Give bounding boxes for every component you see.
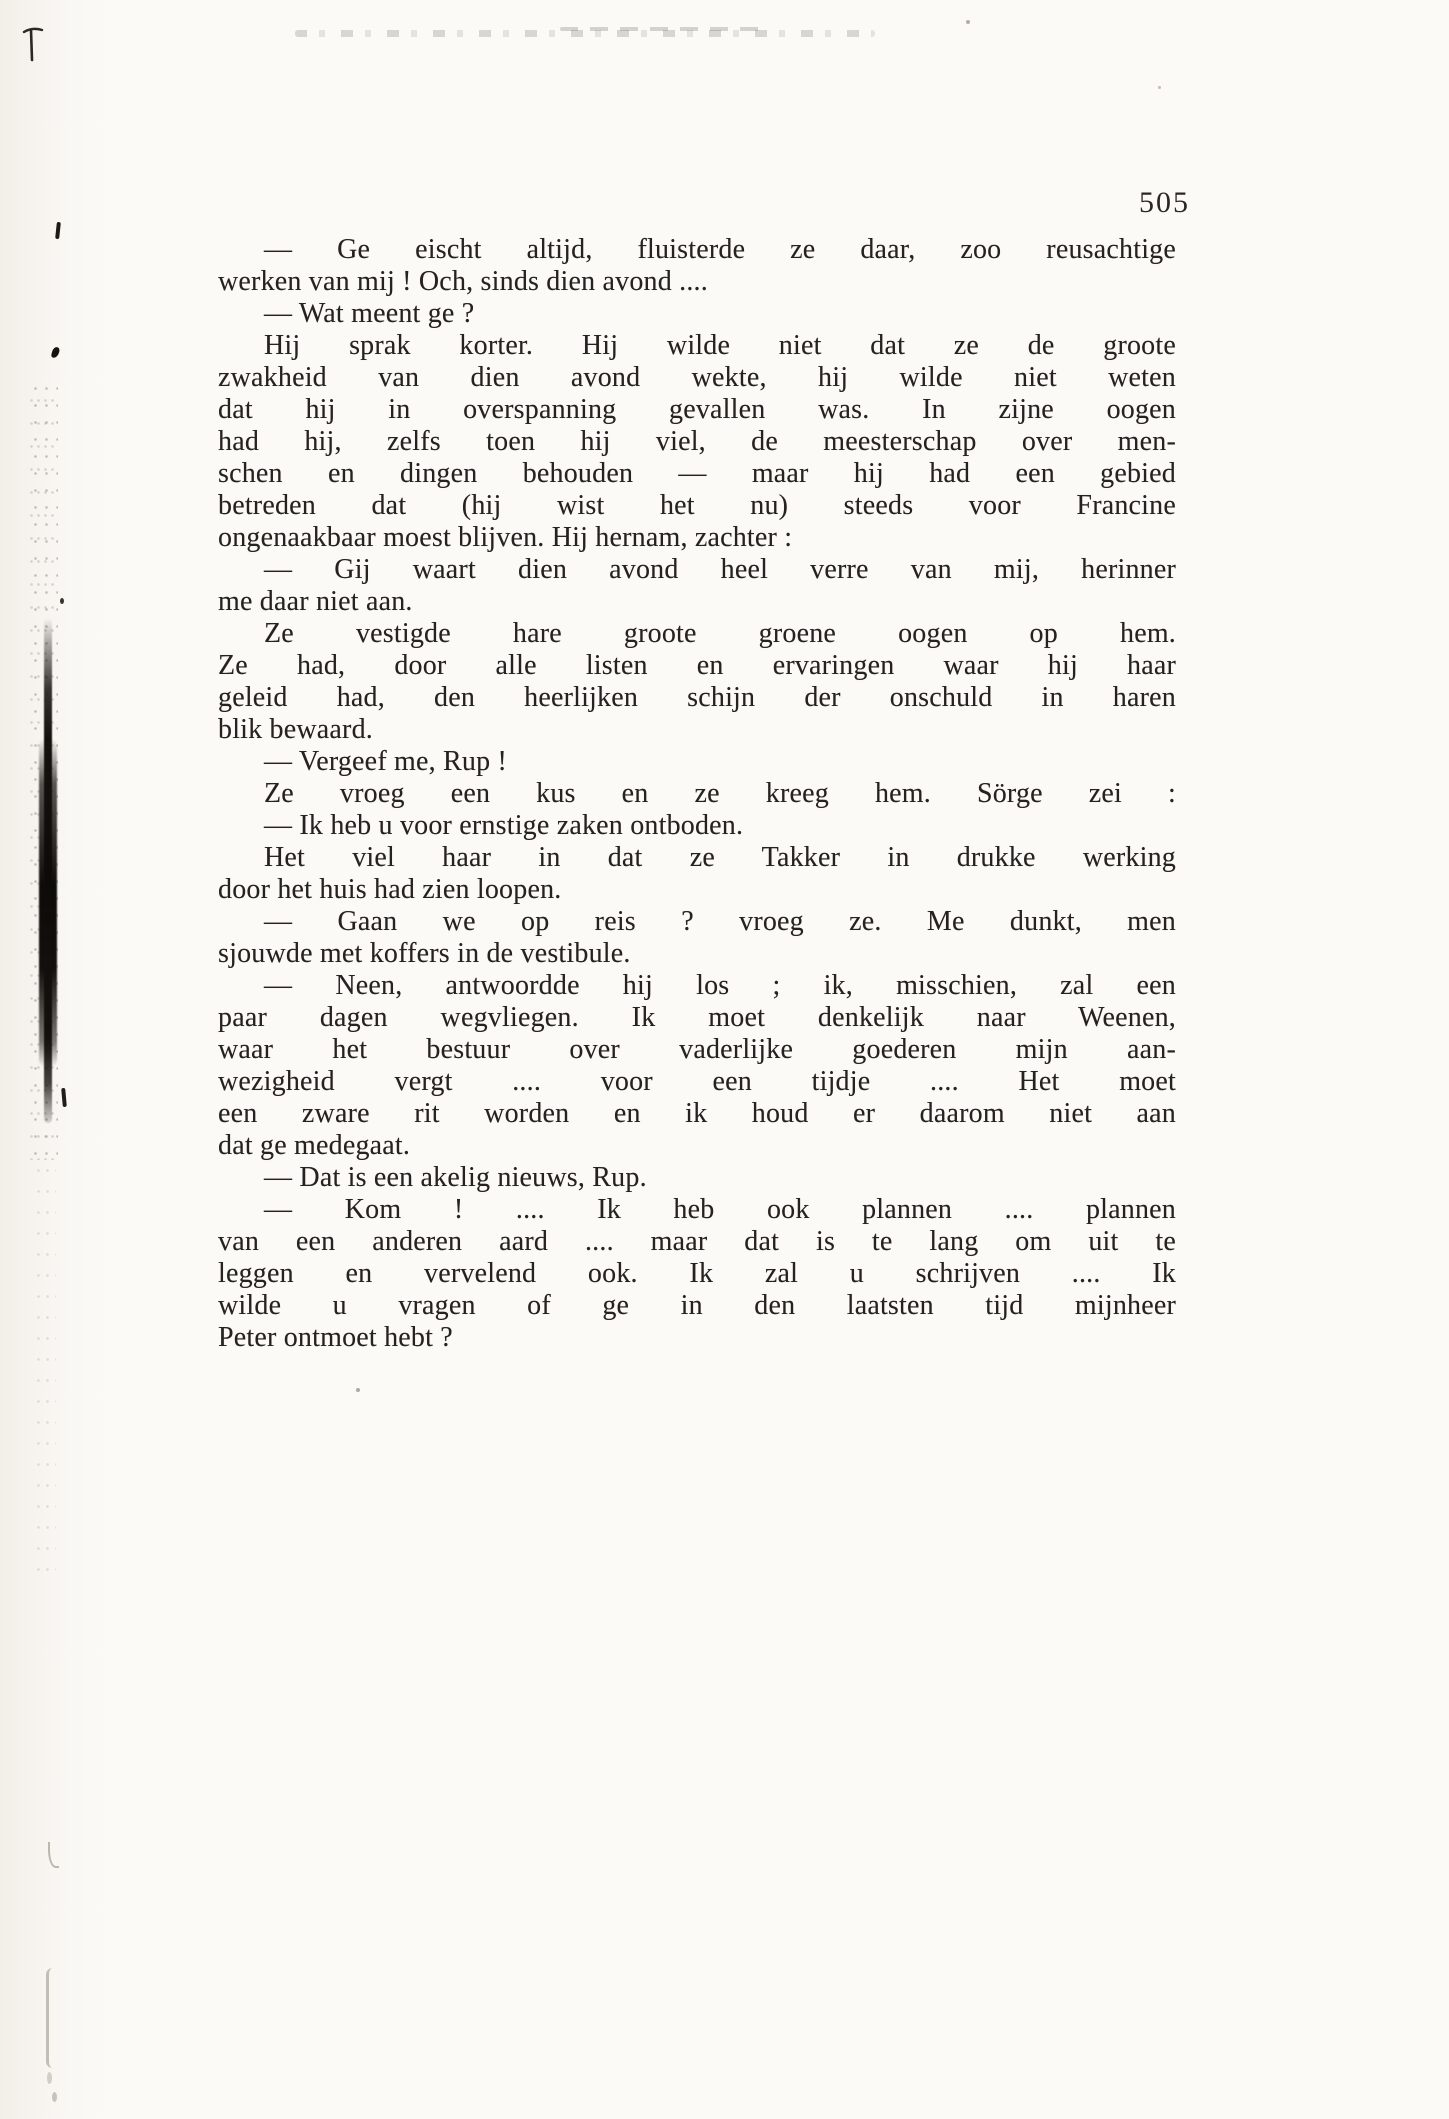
scan-artifact-margin-speckles xyxy=(28,380,58,1160)
text-line: door het huis had zien loopen. xyxy=(218,874,562,905)
scan-artifact-faint-mark xyxy=(46,1968,59,2068)
text-line: — Neen, antwoordde hij los ; ik, misschien, zal een xyxy=(264,970,1176,1001)
scan-artifact-top-smudge-2 xyxy=(560,27,770,31)
text-line: leggen en vervelend ook. Ik zal u schrijven .... Ik xyxy=(218,1258,1176,1289)
text-line: me daar niet aan. xyxy=(218,586,413,617)
text-line: blik bewaard. xyxy=(218,714,373,745)
text-line: — Ik heb u voor ernstige zaken ontboden. xyxy=(264,810,744,841)
text-line: Peter ontmoet hebt ? xyxy=(218,1322,453,1353)
text-line: werken van mij ! Och, sinds dien avond .... xyxy=(218,266,708,297)
text-line: Ze vroeg een kus en ze kreeg hem. Sörge zei : xyxy=(264,778,1176,809)
corner-mark-glyph xyxy=(22,26,56,66)
text-line: — Wat meent ge ? xyxy=(264,298,475,329)
text-line: betreden dat (hij wist het nu) steeds voor Francine xyxy=(218,490,1176,521)
text-line: — Dat is een akelig nieuws, Rup. xyxy=(264,1162,647,1193)
scan-artifact-dot xyxy=(966,20,970,24)
text-line: van een anderen aard .... maar dat is te lang om uit te xyxy=(218,1226,1176,1257)
text-line: geleid had, den heerlijken schijn der onschuld in haren xyxy=(218,682,1176,713)
scan-artifact-faint-mark xyxy=(52,2092,57,2102)
text-line: Ze vestigde hare groote groene oogen op hem. xyxy=(264,618,1176,649)
text-line: paar dagen wegvliegen. Ik moet denkelijk naar Weenen, xyxy=(218,1002,1176,1033)
text-line: wilde u vragen of ge in den laatsten tijd mijnheer xyxy=(218,1290,1176,1321)
text-line: — Vergeef me, Rup ! xyxy=(264,746,508,777)
text-line: — Kom ! .... Ik heb ook plannen .... plannen xyxy=(264,1194,1176,1225)
text-line: Hij sprak korter. Hij wilde niet dat ze de groote xyxy=(264,330,1176,361)
scan-artifact-ink-streak xyxy=(36,618,62,1123)
text-line: — Gij waart dien avond heel verre van mij, herinner xyxy=(264,554,1176,585)
text-line: had hij, zelfs toen hij viel, de meesterschap over men- xyxy=(218,426,1176,457)
text-line: dat ge medegaat. xyxy=(218,1130,411,1161)
text-line: — Ge eischt altijd, fluisterde ze daar, zoo reusachtige xyxy=(264,234,1176,265)
text-line: schen en dingen behouden — maar hij had een gebied xyxy=(218,458,1176,489)
text-line: waar het bestuur over vaderlijke goederen mijn aan- xyxy=(218,1034,1176,1065)
scan-artifact-mark xyxy=(61,1088,67,1107)
page-text xyxy=(218,234,1176,1354)
scan-artifact-mark xyxy=(51,346,60,358)
text-line: een zware rit worden en ik houd er daarom niet aan xyxy=(218,1098,1176,1129)
text-line: dat hij in overspanning gevallen was. In zijne oogen xyxy=(218,394,1176,425)
text-line: sjouwde met koffers in de vestibule. xyxy=(218,938,631,969)
scan-artifact-corner-mark xyxy=(22,26,56,66)
scan-artifact-mark xyxy=(55,222,61,239)
page-number: 505 xyxy=(1139,186,1190,219)
text-line: — Gaan we op reis ? vroeg ze. Me dunkt, men xyxy=(264,906,1176,937)
scan-artifact-top-smudge xyxy=(295,30,875,37)
scan-artifact-dot xyxy=(356,1388,360,1392)
text-line: ongenaakbaar moest blijven. Hij hernam, zachter : xyxy=(218,522,793,553)
scan-artifact-faint-mark xyxy=(48,1842,59,1868)
scan-artifact-dot xyxy=(1158,86,1161,89)
scan-artifact-margin-speckles xyxy=(34,1160,56,1580)
scan-artifact-mark xyxy=(60,598,64,604)
text-line: zwakheid van dien avond wekte, hij wilde niet weten xyxy=(218,362,1176,393)
text-line: Het viel haar in dat ze Takker in drukke werking xyxy=(264,842,1176,873)
text-line: Ze had, door alle listen en ervaringen waar hij haar xyxy=(218,650,1176,681)
text-line: wezigheid vergt .... voor een tijdje .... Het moet xyxy=(218,1066,1176,1097)
